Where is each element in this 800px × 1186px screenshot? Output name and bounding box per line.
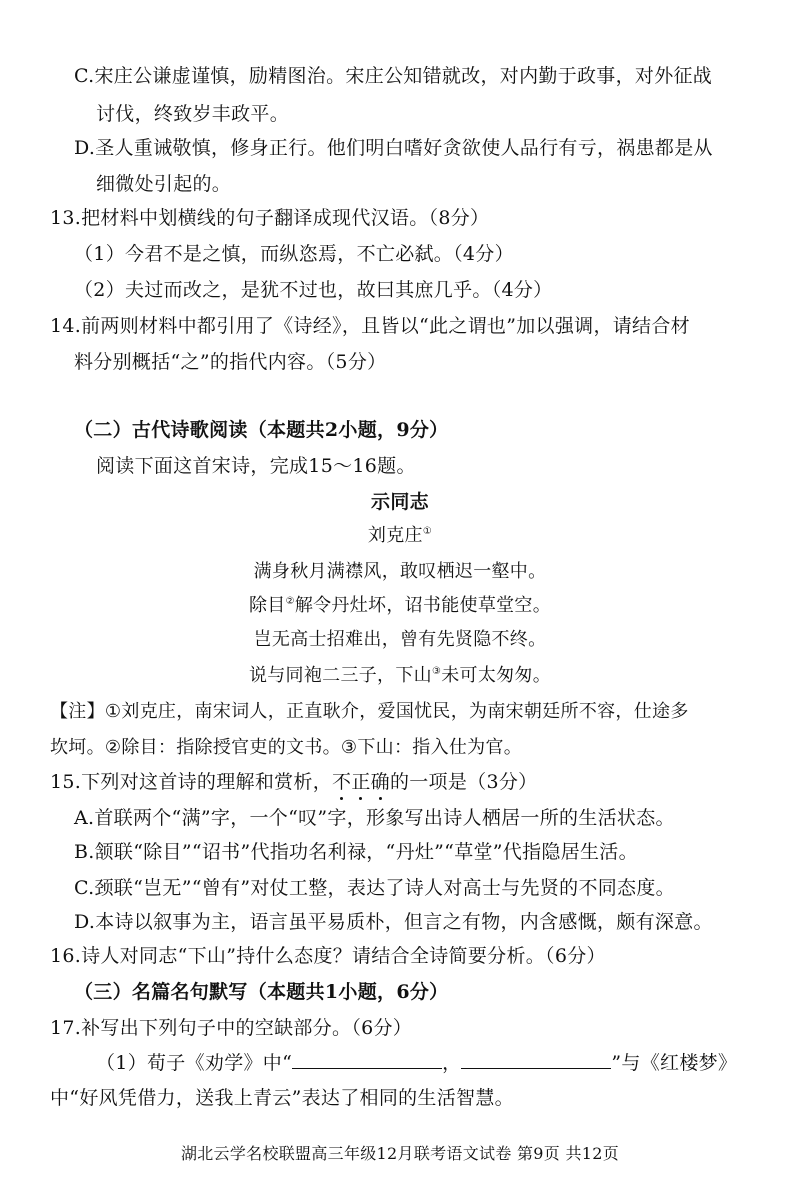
emphasis-dot	[340, 797, 343, 800]
answer-blank-1[interactable]	[292, 1050, 442, 1069]
section2-heading: （二）古代诗歌阅读（本题共2小题，9分）	[74, 419, 449, 441]
poem-line4-mark: ③	[431, 666, 442, 677]
q15-stem-part1: 15.下列对这首诗的理解和赏析，	[50, 771, 333, 793]
q17-sub1	[96, 1050, 737, 1075]
emphasis-dot	[379, 797, 382, 800]
q14-line2: 料分别概括“之”的指代内容。（5分）	[74, 351, 387, 373]
q17-sub1-line2: 中“好风凭借力，送我上青云”表达了相同的生活智慧。	[50, 1087, 514, 1109]
poem-title: 示同志	[371, 491, 429, 513]
poem-line3: 岂无高士招难出，曾有先贤隐不终。	[253, 629, 547, 650]
q15-option-c: C.颈联“岂无”“曾有”对仗工整，表达了诗人对高士与先贤的不同态度。	[74, 877, 675, 899]
poem-line4	[0, 664, 800, 688]
poem-line2-part2: 解令丹灶坏，诏书能使草堂空。	[294, 595, 552, 616]
q15-option-a: A.首联两个“满”字，一个“叹”字，形象写出诗人栖居一所的生活状态。	[74, 807, 675, 829]
q12-option-c-line1: C.宋庄公谦虚谨慎，励精图治。宋庄公知错就改，对内勤于政事，对外征战	[74, 65, 713, 87]
poem-line2-part1: 除目	[248, 595, 286, 616]
q12-option-d-line2: 细微处引起的。	[96, 173, 232, 195]
q17-stem: 17.补写出下列句子中的空缺部分。（6分）	[50, 1017, 413, 1039]
section2-intro: 阅读下面这首宋诗，完成15～16题。	[96, 455, 416, 477]
q15-stem	[50, 770, 537, 794]
poem-author	[0, 524, 800, 548]
q15-option-d: D.本诗以叙事为主，语言虽平易质朴，但言之有物，内含感慨，颇有深意。	[74, 911, 713, 933]
poem-author-mark: ①	[422, 526, 433, 537]
q14-line1: 14.前两则材料中都引用了《诗经》，且皆以“此之谓也”加以强调，请结合材	[50, 315, 690, 337]
emphasis-dot	[359, 797, 362, 800]
poem-note-line1: 【注】①刘克庄，南宋词人，正直耿介，爱国忧民，为南宋朝廷所不容，仕途多	[50, 701, 689, 722]
poem-line2-mark: ②	[285, 596, 295, 607]
q17-sub1-part2: ”与《红楼梦》	[611, 1052, 738, 1074]
q17-sub1-sep: ，	[442, 1052, 462, 1074]
q16-stem: 16.诗人对同志“下山”持什么态度？请结合全诗简要分析。（6分）	[50, 945, 606, 967]
section3-heading: （三）名篇名句默写（本题共1小题，6分）	[74, 981, 449, 1003]
q13-stem: 13.把材料中划横线的句子翻译成现代汉语。（8分）	[50, 207, 490, 229]
answer-blank-2[interactable]	[461, 1050, 611, 1069]
poem-note-line2: 坎坷。②除目：指除授官吏的文书。③下山：指入仕为官。	[50, 737, 523, 758]
q12-option-c-line2: 讨伐，终致岁丰政平。	[96, 103, 290, 125]
poem-line1: 满身秋月满襟风，敢叹栖迟一壑中。	[253, 561, 547, 582]
q15-option-b: B.颔联“除目”“诏书”代指功名利禄，“丹灶”“草堂”代指隐居生活。	[74, 841, 638, 863]
q15-stem-part2: 的一项是（3分）	[389, 771, 538, 793]
poem-line4-part2: 未可太匆匆。	[441, 665, 552, 686]
page-footer: 湖北云学名校联盟高三年级12月联考语文试卷 第9页 共12页	[180, 1144, 620, 1163]
poem-line2	[0, 594, 800, 618]
poem-line4-part1: 说与同袍二三子，下山	[248, 665, 432, 686]
q17-sub1-part1: （1）荀子《劝学》中“	[96, 1052, 293, 1074]
q13-sub1: （1）今君不是之慎，而纵恣焉，不亡必弑。（4分）	[74, 243, 514, 265]
poem-author-name: 刘克庄	[367, 525, 423, 546]
q15-emphasis-text: 不正确	[332, 771, 390, 793]
q15-emphasis	[332, 770, 390, 794]
q12-option-d-line1: D.圣人重诫敬慎，修身正行。他们明白嗜好贪欲使人品行有亏，祸患都是从	[74, 137, 713, 159]
q13-sub2: （2）夫过而改之，是犹不过也，故曰其庶几乎。（4分）	[74, 279, 553, 301]
